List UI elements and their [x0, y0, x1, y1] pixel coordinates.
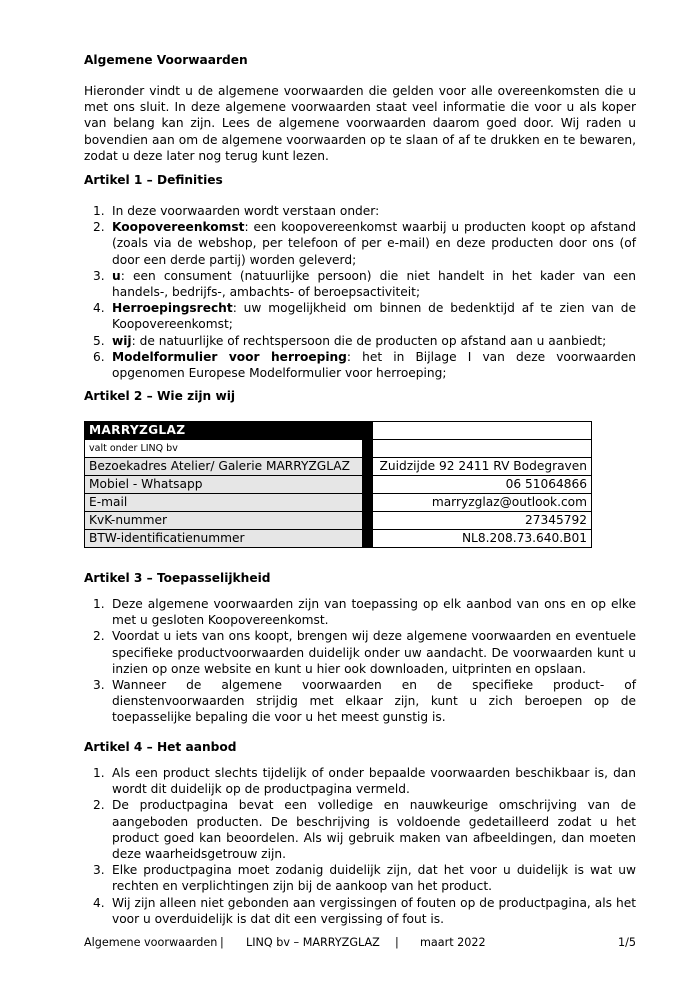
- info-row: [85, 494, 592, 512]
- list-number: 2.: [93, 629, 105, 644]
- list-text: : uw mogelijkheid om binnen de bedenktijd af te zien van de Koopovereenkomst;: [112, 301, 636, 332]
- info-label: KvK-nummer: [85, 512, 363, 530]
- list-item: [84, 219, 636, 268]
- list-item: [84, 203, 636, 219]
- info-value: marryzglaz@outlook.com: [372, 494, 591, 512]
- list-item: [84, 628, 636, 677]
- list-text: Wanneer de algemene voorwaarden en de specifieke product- of dienstenvoorwaarden strijdig met elkaar zijn, kunt u zich beroepen op de toepasselijke bepaling die voor u het meest gunstig is.: [112, 678, 636, 725]
- info-label: Bezoekadres Atelier/ Galerie MARRYZGLAZ: [85, 458, 363, 476]
- list-text: De productpagina bevat een volledige en nauwkeurige omschrijving van de aangeboden producten. De beschrijving is voldoende gedetailleerd zodat u het product goed kan beoordelen. Als wij gebruik maken van afbeeldingen, dan moeten deze waarheidsgetrouw zijn.: [112, 798, 636, 862]
- article-1-heading: Artikel 1 – Definities: [84, 173, 223, 187]
- list-item: [84, 765, 636, 797]
- column-divider: [363, 530, 372, 548]
- article-3-list: [84, 596, 636, 726]
- list-item: [84, 797, 636, 862]
- company-info-table: [84, 421, 592, 548]
- list-number: 2.: [93, 798, 105, 813]
- list-item: [84, 677, 636, 726]
- footer-separator: |: [395, 936, 399, 949]
- list-item: [84, 300, 636, 332]
- info-value: NL8.208.73.640.B01: [372, 530, 591, 548]
- list-text: Deze algemene voorwaarden zijn van toepassing op elk aanbod van ons en op elke met u gesloten Koopovereenkomst.: [112, 597, 636, 628]
- defined-term: u: [112, 268, 121, 283]
- defined-term: Modelformulier voor herroeping: [112, 349, 347, 364]
- list-text: : een consument (natuurlijke persoon) die niet handelt in het kader van een handels-, bedrijfs-, ambachts- of beroepsactiviteit;: [112, 268, 636, 300]
- list-text: : de natuurlijke of rechtspersoon die de producten op afstand aan u aanbiedt;: [131, 333, 607, 348]
- brand-name: MARRYZGLAZ: [85, 422, 363, 440]
- list-number: 4.: [93, 301, 105, 316]
- column-divider: [363, 422, 372, 440]
- list-text: Wij zijn alleen niet gebonden aan vergissingen of fouten op de productpagina, als het voor u overduidelijk is dat dit een vergissing of fout is.: [112, 895, 636, 926]
- intro-paragraph: Hieronder vindt u de algemene voorwaarden die gelden voor alle overeenkomsten die u met ons sluit. In deze algemene voorwaarden staat veel informatie die voor u als koper van belang kan zijn. Lees de algemene voorwaarden daarom goed door. Wij raden u bovendien aan om de algemene voorwaarden op te slaan of af te drukken en te bewaren, zodat u deze later nog terug kunt lezen.: [84, 84, 636, 163]
- footer-separator: |: [220, 936, 224, 949]
- list-number: 3.: [93, 678, 105, 693]
- info-row: [85, 476, 592, 494]
- list-item: [84, 268, 636, 300]
- article-1-list: [84, 203, 636, 381]
- document-title: Algemene Voorwaarden: [84, 53, 248, 67]
- list-number: 6.: [93, 349, 105, 364]
- list-text: In deze voorwaarden wordt verstaan onder:: [112, 204, 380, 218]
- list-number: 2.: [93, 220, 105, 235]
- column-divider: [363, 512, 372, 530]
- column-divider: [363, 494, 372, 512]
- footer-company: LINQ bv – MARRYZGLAZ: [246, 936, 380, 949]
- defined-term: Koopovereenkomst: [112, 220, 245, 235]
- list-item: [84, 862, 636, 894]
- column-divider: [363, 440, 372, 458]
- info-label: E-mail: [85, 494, 363, 512]
- list-text: Als een product slechts tijdelijk of onder bepaalde voorwaarden beschikbaar is, dan wordt dit duidelijk op de productpagina vermeld.: [112, 766, 636, 797]
- list-item: [84, 895, 636, 927]
- info-row: [85, 458, 592, 476]
- info-row: [85, 530, 592, 548]
- column-divider: [363, 458, 372, 476]
- article-3-heading: Artikel 3 – Toepasselijkheid: [84, 571, 271, 585]
- list-number: 1.: [93, 204, 105, 218]
- list-item: [84, 349, 636, 381]
- footer-doc-title: Algemene voorwaarden: [84, 936, 218, 949]
- info-row: [85, 512, 592, 530]
- list-number: 3.: [93, 863, 105, 878]
- column-divider: [363, 476, 372, 494]
- info-value: Zuidzijde 92 2411 RV Bodegraven: [372, 458, 591, 476]
- list-item: [84, 596, 636, 628]
- info-value: 27345792: [372, 512, 591, 530]
- article-4-heading: Artikel 4 – Het aanbod: [84, 740, 237, 754]
- article-2-heading: Artikel 2 – Wie zijn wij: [84, 389, 236, 403]
- info-label: BTW-identificatienummer: [85, 530, 363, 548]
- defined-term: Herroepingsrecht: [112, 301, 233, 316]
- article-4-list: [84, 765, 636, 927]
- footer-page-number: 1/5: [617, 936, 636, 949]
- list-number: 3.: [93, 268, 105, 283]
- defined-term: wij: [112, 333, 132, 348]
- info-label: Mobiel - Whatsapp: [85, 476, 363, 494]
- list-text: Voordat u iets van ons koopt, brengen wij deze algemene voorwaarden en eventuele specifieke productvoorwaarden duidelijk onder uw aandacht. De voorwaarden kunt u inzien op onze website en kunt u hier ook downloaden, uitprinten en opslaan.: [112, 629, 636, 676]
- list-number: 1.: [93, 597, 105, 611]
- list-text: : het in Bijlage I van deze voorwaarden opgenomen Europese Modelformulier voor herroeping;: [112, 349, 637, 381]
- brand-row: [85, 422, 592, 440]
- list-text: Elke productpagina moet zodanig duidelijk zijn, dat het voor u duidelijk is wat uw rechten en verplichtingen zijn bij de aankoop van het product.: [112, 863, 636, 894]
- list-number: 4.: [93, 895, 105, 910]
- list-number: 5.: [93, 333, 105, 348]
- list-text: : een koopovereenkomst waarbij u producten koopt op afstand (zoals via de webshop, per telefoon of per e-mail) en deze producten door ons (of door een derde partij) worden geleverd;: [112, 220, 636, 267]
- brand-subtitle: valt onder LINQ bv: [85, 440, 363, 458]
- brand-sub-row: [85, 440, 592, 458]
- info-value: 06 51064866: [372, 476, 591, 494]
- footer-date: maart 2022: [420, 936, 486, 949]
- list-item: [84, 333, 636, 349]
- list-number: 1.: [93, 766, 105, 780]
